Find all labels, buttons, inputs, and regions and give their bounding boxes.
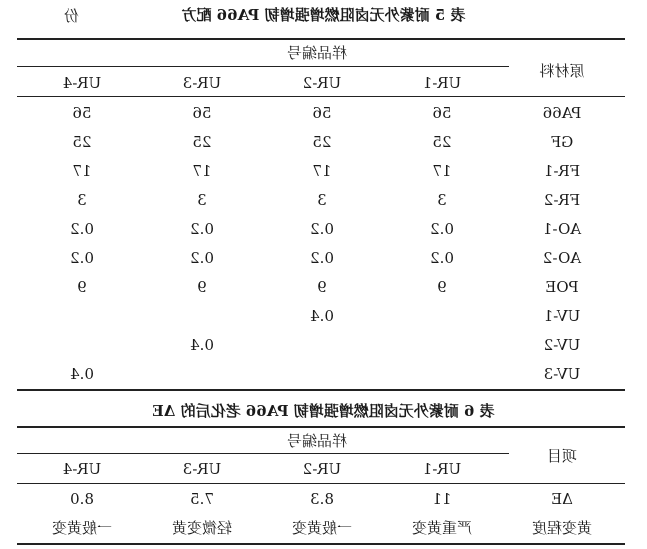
table6-group-label: 样品编号 (287, 432, 348, 450)
table5-top-rule (17, 38, 625, 40)
table5-cell: 0.4 (310, 307, 334, 325)
table5-col-ur2: UR-2 (302, 74, 342, 92)
table6-col-ur4: UR-4 (62, 460, 102, 478)
table5-bottom-rule (17, 389, 625, 391)
table5-cell: 0.2 (430, 249, 454, 267)
table5-cell: 17 (192, 162, 212, 180)
table5-header-rule (17, 96, 625, 97)
table5-row-label: FR-2 (543, 191, 581, 209)
table5-row-label: GF (550, 133, 574, 151)
table5-col-ur4: UR-4 (62, 74, 102, 92)
table5-cell: 56 (432, 104, 452, 122)
table5-cell: 0.2 (430, 220, 454, 238)
table5-cell: 9 (437, 278, 447, 296)
table6-group-rule (17, 453, 509, 454)
table5-cell: 9 (317, 278, 327, 296)
table5-row-label: FR-1 (543, 162, 581, 180)
table5-col-ur1: UR-1 (422, 74, 462, 92)
table6-cell: 一般黄变 (292, 519, 353, 537)
table5-caption: 表 5 耐紫外无卤阻燃增强增韧 PA66 配方 (181, 6, 466, 24)
table6-row-label: ΔE (551, 490, 573, 508)
table6-row-label: 黄变程度 (532, 519, 593, 537)
table6-cell: 7.5 (190, 490, 214, 508)
table5-cell: 3 (317, 191, 327, 209)
table6-cell: 11 (432, 490, 452, 508)
table5-group-rule (17, 66, 509, 67)
table5-row-label: POE (545, 278, 579, 296)
table6-cell: 一般黄变 (52, 519, 113, 537)
table5-row-label: UV-3 (543, 365, 581, 383)
table6-header-label: 项目 (547, 447, 578, 465)
table5-row-label: UV-2 (543, 336, 581, 354)
table6-bottom-rule (17, 543, 625, 545)
table5-cell: 0.2 (190, 220, 214, 238)
table5-row-label: UV-1 (543, 307, 581, 325)
table5-cell: 0.2 (70, 249, 94, 267)
table5-group-label: 样品编号 (287, 44, 348, 62)
table5-row-label: PA66 (542, 104, 582, 122)
table5-cell: 56 (312, 104, 332, 122)
table5-cell: 25 (72, 133, 92, 151)
table5-cell: 56 (192, 104, 212, 122)
table5-cell: 3 (77, 191, 87, 209)
table5-cell: 3 (197, 191, 207, 209)
table5-cell: 25 (312, 133, 332, 151)
table6-cell: 严重黄变 (412, 519, 473, 537)
table5-cell: 3 (437, 191, 447, 209)
table5-cell: 9 (77, 278, 87, 296)
table6-header-rule (17, 483, 625, 484)
table5-cell: 0.4 (190, 336, 214, 354)
table6-col-ur2: UR-2 (302, 460, 342, 478)
table5-cell: 17 (432, 162, 452, 180)
table5-row-label: AO-2 (542, 249, 582, 267)
table6-top-rule (17, 426, 625, 428)
table6-col-ur3: UR-3 (182, 460, 222, 478)
table6-cell: 8.0 (70, 490, 94, 508)
table5-header-label: 原材料 (539, 62, 585, 80)
table5-cell: 17 (312, 162, 332, 180)
table5-cell: 9 (197, 278, 207, 296)
table5-cell: 0.2 (70, 220, 94, 238)
table6-col-ur1: UR-1 (422, 460, 462, 478)
table5-cell: 0.4 (70, 365, 94, 383)
table6-caption: 表 6 耐紫外无卤阻燃增强增韧 PA66 老化后的 ΔE (152, 402, 495, 420)
table5-cell: 25 (192, 133, 212, 151)
table6-cell: 轻微变黄 (172, 519, 233, 537)
table5-cell: 0.2 (310, 220, 334, 238)
table5-cell: 25 (432, 133, 452, 151)
table5-unit: 份 (63, 7, 79, 25)
table6-cell: 8.3 (310, 490, 334, 508)
table5-row-label: AO-1 (542, 220, 582, 238)
table5-cell: 17 (72, 162, 92, 180)
table5-cell: 0.2 (310, 249, 334, 267)
table5-col-ur3: UR-3 (182, 74, 222, 92)
table5-cell: 56 (72, 104, 92, 122)
table5-cell: 0.2 (190, 249, 214, 267)
